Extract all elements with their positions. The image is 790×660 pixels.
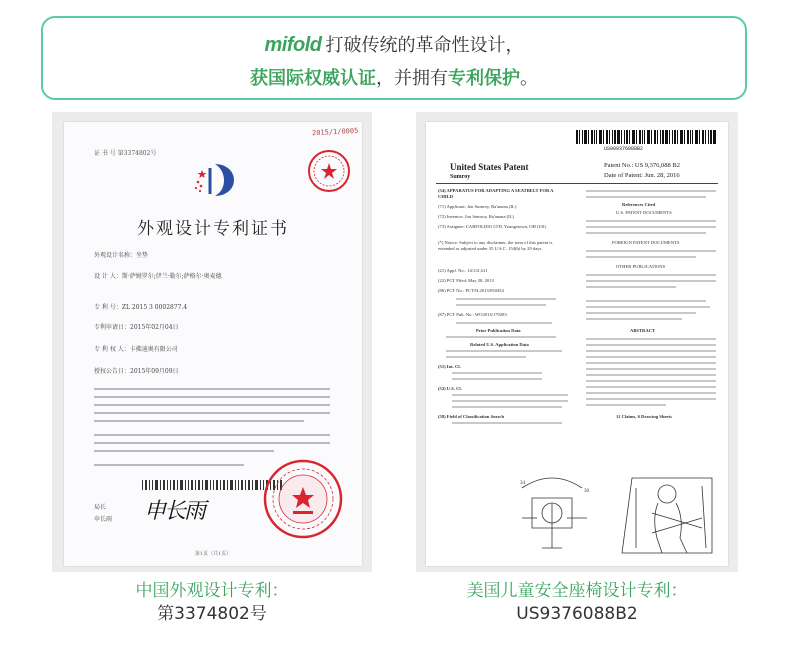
director-name: 申长雨 [94, 516, 113, 523]
text-line [586, 380, 716, 382]
header-line-1-text: 打破传统的革命性设计， [325, 35, 524, 56]
text-line [586, 344, 716, 346]
barcode-number: US009376088B2 [604, 146, 644, 152]
text-line [94, 420, 304, 422]
patent-field: (21) Appl. No.: 14/131,611 [438, 268, 488, 273]
text-line [586, 232, 706, 234]
left-caption [52, 580, 372, 626]
text-line [586, 286, 676, 288]
page-footer: 第1页（共1页） [194, 551, 232, 557]
text-line [456, 298, 556, 300]
text-line [456, 304, 546, 306]
patent-field: (22) PCT Filed: May 28, 2013 [438, 278, 494, 283]
director-signature: 申长雨 [144, 499, 205, 524]
text-line [586, 300, 706, 302]
header-line-2-end: 。 [520, 68, 538, 89]
text-line [586, 318, 682, 320]
text-line [586, 398, 716, 400]
text-line [446, 350, 562, 352]
text-line [452, 372, 542, 374]
text-line [94, 404, 330, 406]
handwritten-number: 2015/1/0005 [311, 126, 359, 138]
certificate-title: 外观设计专利证书 [137, 219, 289, 239]
text-line [94, 464, 244, 466]
svg-text:34: 34 [520, 481, 525, 486]
highlight-patent: 专利保护 [448, 68, 520, 89]
patent-field: OTHER PUBLICATIONS [616, 264, 666, 269]
text-line [586, 256, 696, 258]
patent-field: (51) Int. Cl. [438, 364, 461, 369]
text-line [452, 400, 568, 402]
certificate-row: 专 利 号：ZL 2015 3 0002877.4 [94, 304, 188, 311]
patent-field: 11 Claims, 6 Drawing Sheets [616, 414, 672, 419]
left-caption-number: 第3374802号 [157, 604, 267, 624]
right-caption-title: 美国儿童安全座椅设计专利： [466, 581, 688, 601]
text-line [586, 280, 716, 282]
patent-field: ABSTRACT [630, 328, 656, 333]
text-line [586, 250, 716, 252]
text-line [452, 406, 562, 408]
certificate-row: 外观设计名称：坐垫 [94, 252, 149, 259]
text-line [94, 396, 330, 398]
certificate-row: 专利申请日：2015年02月04日 [94, 324, 179, 331]
right-caption-number: US9376088B2 [516, 604, 638, 624]
text-line [586, 306, 710, 308]
header-banner [41, 16, 747, 100]
text-line [94, 388, 330, 390]
text-line [452, 394, 568, 396]
text-line [586, 392, 716, 394]
text-line [586, 226, 716, 228]
text-line [446, 356, 526, 358]
text-line [452, 422, 562, 424]
text-line [456, 322, 552, 324]
right-caption [416, 580, 738, 626]
text-line [586, 362, 716, 364]
text-line [586, 404, 666, 406]
patent-field: (*) Notice: Subject to any disclaimer, the term of this patent is extended or adjusted under 35 U.S.C. 154(b) by 29 days. [438, 240, 553, 251]
header-line-2-text: ，并拥有 [376, 68, 448, 89]
certificate-row: 专 利 权 人：卡佛迪奥有限公司 [94, 346, 178, 353]
highlight-certification: 获国际权威认证 [250, 68, 376, 89]
text-line [586, 274, 716, 276]
patent-field: (86) PCT No.: PCT/IL2013/050454 [438, 288, 504, 293]
barcode-icon [576, 130, 716, 144]
text-line [586, 350, 716, 352]
text-line [586, 368, 716, 370]
patent-field: (52) U.S. Cl. [438, 386, 462, 391]
brand-logo: mifold [264, 34, 322, 56]
text-line [586, 190, 716, 192]
chinese-certificate-image [64, 122, 362, 566]
header-line-2 [43, 68, 745, 90]
patent-field: Prior Publication Data [476, 328, 521, 333]
patent-office-emblem-icon [192, 158, 238, 200]
text-line [586, 312, 696, 314]
text-line [94, 442, 330, 444]
text-line [586, 374, 716, 376]
divider [436, 183, 718, 184]
director-title: 局长 [94, 504, 107, 511]
text-line [94, 450, 274, 452]
patent-number: Patent No.: US 9,376,088 B2 [604, 162, 681, 169]
us-patent-panel [416, 112, 738, 572]
header-line-1 [43, 34, 745, 57]
patent-date: Date of Patent: Jun. 28, 2016 [604, 172, 680, 179]
text-line [94, 412, 330, 414]
svg-text:30: 30 [584, 489, 589, 494]
red-seal-small-icon [306, 148, 352, 194]
certificate-serial: 证 书 号 第3374802号 [94, 150, 157, 157]
text-line [586, 386, 716, 388]
text-line [452, 378, 542, 380]
patent-field: Related U.S. Application Data [470, 342, 529, 347]
patent-field: (73) Assignee: CARFOLDIO LTD, Youngstown, OH (US) [438, 224, 546, 229]
patent-field: U.S. PATENT DOCUMENTS [616, 210, 672, 215]
patent-field: (58) Field of Classification Search [438, 414, 505, 419]
patent-field: References Cited [622, 202, 656, 207]
text-line [586, 220, 716, 222]
certificate-row: 授权公告日：2015年09月09日 [94, 368, 179, 375]
text-line [586, 356, 716, 358]
patent-heading: United States Patent [450, 162, 529, 172]
text-line [94, 434, 330, 436]
us-patent-image [426, 122, 728, 566]
patent-field: (87) PCT Pub. No.: WO2013/179283 [438, 312, 507, 317]
barcode-icon [142, 480, 282, 490]
text-line [446, 336, 556, 338]
text-line [586, 338, 716, 340]
patent-field: FOREIGN PATENT DOCUMENTS [612, 240, 680, 245]
patent-field: (72) Inventor: Jon Sumroy, Ra'anana (IL) [438, 214, 515, 219]
certificate-row: 设 计 人：斯·萨姆罗尔;伊兰·勒尔;萨格尔·奥麦德 [94, 273, 222, 280]
chinese-certificate-panel [52, 112, 372, 572]
left-caption-title: 中国外观设计专利： [135, 581, 289, 601]
official-red-seal-icon [262, 458, 344, 540]
patent-inventor-short: Sumroy [450, 174, 471, 180]
patent-field: (71) Applicant: Jon Sumroy, Ra'anana (IL) [438, 204, 517, 209]
patent-field: (54) APPARATUS FOR ADAPTING A SEATBELT FOR A CHILD [438, 188, 554, 199]
text-line [586, 196, 706, 198]
patent-drawing-icon [512, 458, 722, 560]
